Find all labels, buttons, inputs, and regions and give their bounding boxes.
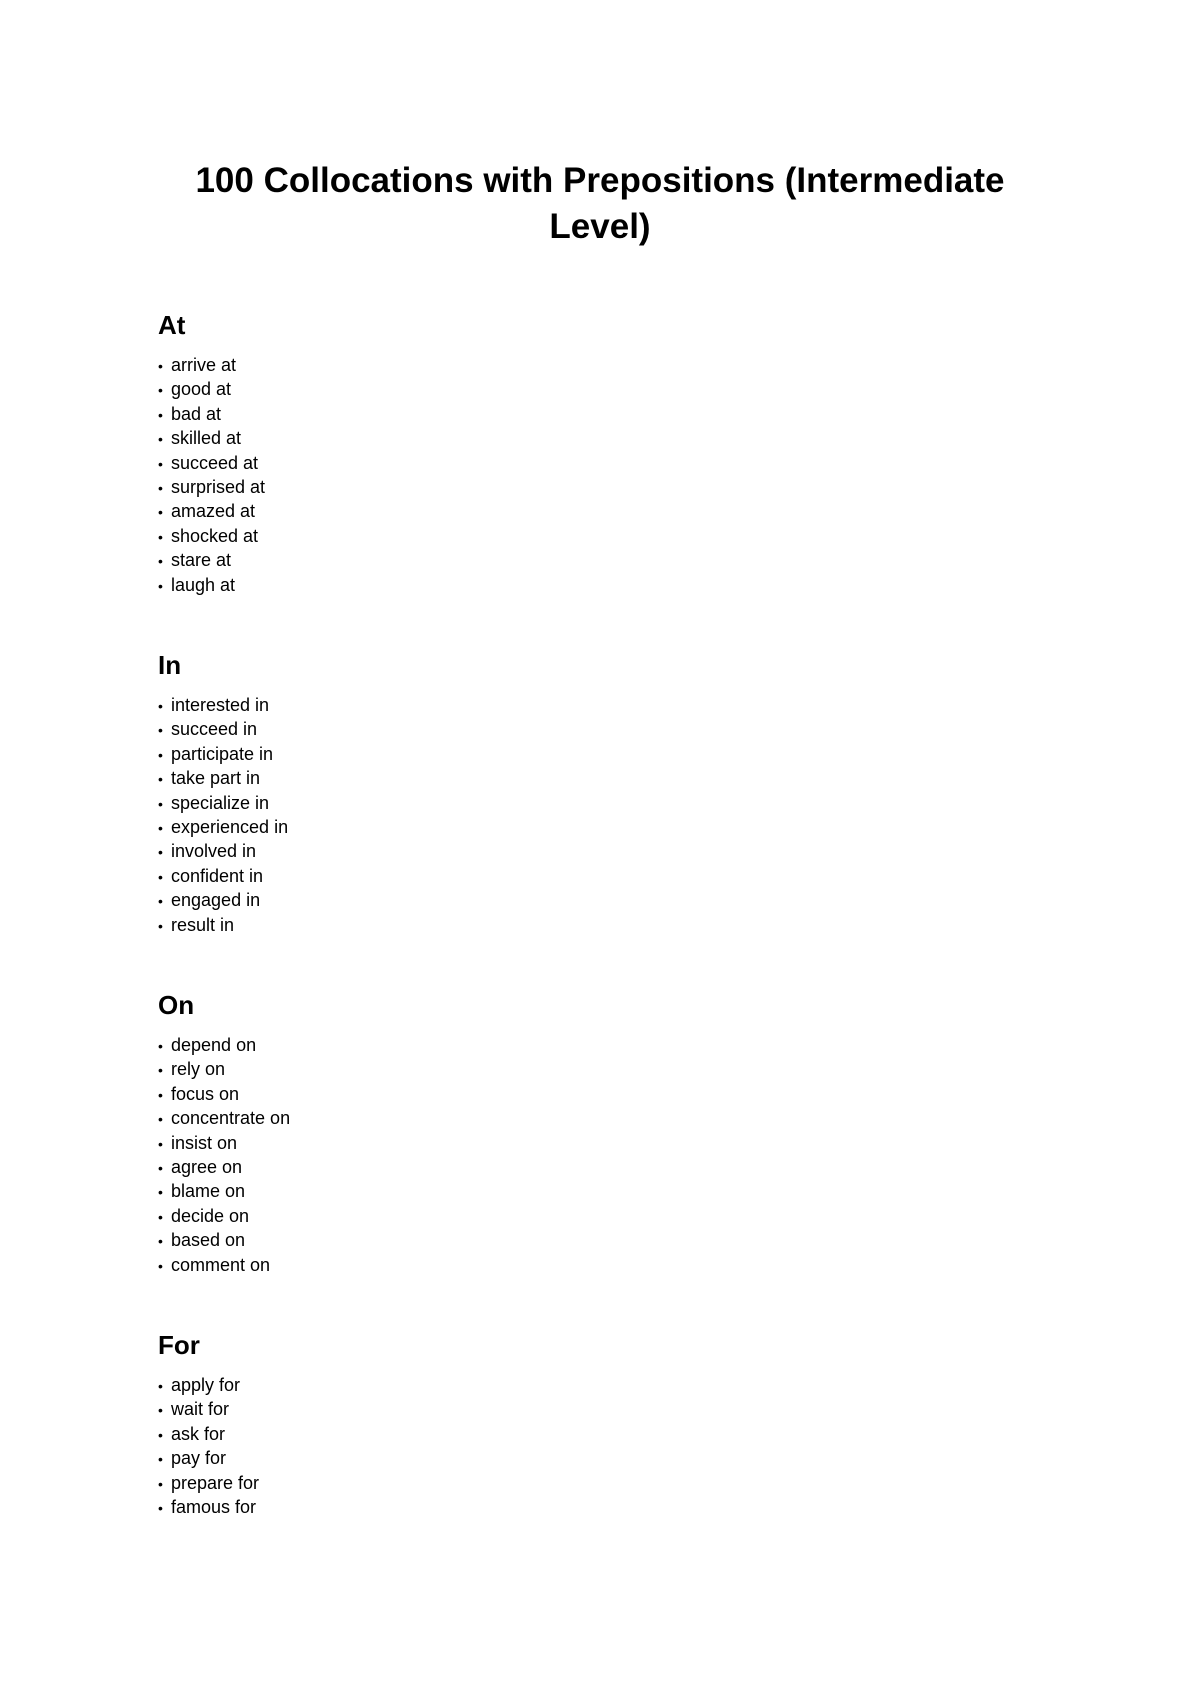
list-item-text: apply for xyxy=(171,1375,241,1395)
bullet-icon: • xyxy=(158,382,163,399)
list-item xyxy=(158,1471,259,1495)
list-item-text: skilled at xyxy=(171,428,242,449)
list-item xyxy=(158,451,265,475)
bullet-icon: • xyxy=(158,1208,163,1225)
list-item xyxy=(158,1495,259,1519)
section-on xyxy=(158,989,290,1277)
section-heading: In xyxy=(158,650,182,680)
bullet-icon: • xyxy=(158,1402,163,1419)
list-item xyxy=(158,791,288,815)
section-heading: On xyxy=(158,990,195,1020)
list-item-text: focus on xyxy=(171,1083,240,1104)
list-item xyxy=(158,475,265,499)
bullet-icon: • xyxy=(158,1257,163,1274)
bullet-icon: • xyxy=(158,577,163,594)
list-item-text: prepare for xyxy=(171,1472,260,1493)
list-item-text: shocked at xyxy=(171,525,259,546)
list-item-text: stare at xyxy=(171,550,232,571)
bullet-icon: • xyxy=(158,455,163,472)
section-heading: For xyxy=(158,1330,200,1360)
bullet-icon: • xyxy=(158,1499,163,1516)
list-item-text: pay for xyxy=(171,1448,227,1469)
bullet-icon: • xyxy=(158,819,163,836)
list-item-text: good at xyxy=(171,379,232,400)
list-item-text: concentrate on xyxy=(171,1108,291,1129)
list-item xyxy=(158,1422,259,1446)
list-item-text: confident in xyxy=(171,865,264,886)
section-at xyxy=(158,309,265,597)
section-in xyxy=(158,649,288,937)
list-item xyxy=(158,1082,290,1106)
list-item xyxy=(158,377,265,401)
collocation-list xyxy=(158,353,265,597)
bullet-icon: • xyxy=(158,893,163,910)
list-item xyxy=(158,742,288,766)
list-item xyxy=(158,573,265,597)
list-item xyxy=(158,1131,290,1155)
bullet-icon: • xyxy=(158,795,163,812)
list-item xyxy=(158,548,265,572)
bullet-icon: • xyxy=(158,1233,163,1250)
list-item xyxy=(158,426,265,450)
list-item xyxy=(158,839,288,863)
page-title: 100 Collocations with Prepositions (Intermediate Level) xyxy=(195,161,1005,246)
bullet-icon: • xyxy=(158,917,163,934)
list-item-text: interested in xyxy=(171,695,270,715)
section-for xyxy=(158,1329,259,1519)
list-item-text: succeed at xyxy=(171,452,259,473)
list-item-text: take part in xyxy=(171,768,261,789)
section-heading: At xyxy=(158,310,186,340)
list-item-text: wait for xyxy=(171,1399,230,1420)
list-item xyxy=(158,1179,290,1203)
bullet-icon: • xyxy=(158,1135,163,1152)
list-item xyxy=(158,693,288,717)
list-item xyxy=(158,1228,290,1252)
bullet-icon: • xyxy=(158,553,163,570)
bullet-icon: • xyxy=(158,504,163,521)
list-item xyxy=(158,1373,259,1397)
list-item-text: result in xyxy=(171,914,235,935)
bullet-icon: • xyxy=(158,1062,163,1079)
list-item xyxy=(158,499,265,523)
bullet-icon: • xyxy=(158,1111,163,1128)
bullet-icon: • xyxy=(158,1475,163,1492)
bullet-icon: • xyxy=(158,358,163,374)
list-item-text: participate in xyxy=(171,743,274,764)
bullet-icon: • xyxy=(158,1038,163,1054)
list-item xyxy=(158,1057,290,1081)
bullet-icon: • xyxy=(158,746,163,763)
list-item xyxy=(158,888,288,912)
bullet-icon: • xyxy=(158,1378,163,1394)
list-item xyxy=(158,524,265,548)
list-item-text: succeed in xyxy=(171,719,258,740)
list-item-text: bad at xyxy=(171,403,222,424)
list-item xyxy=(158,1446,259,1470)
bullet-icon: • xyxy=(158,722,163,739)
list-item-text: famous for xyxy=(171,1496,257,1517)
list-item xyxy=(158,1204,290,1228)
bullet-icon: • xyxy=(158,868,163,885)
list-item xyxy=(158,1033,290,1057)
list-item-text: arrive at xyxy=(171,355,237,375)
list-item-text: rely on xyxy=(171,1059,226,1080)
list-item xyxy=(158,1155,290,1179)
list-item-text: insist on xyxy=(171,1132,238,1153)
bullet-icon: • xyxy=(158,528,163,545)
bullet-icon: • xyxy=(158,1184,163,1201)
bullet-icon: • xyxy=(158,1086,163,1103)
list-item-text: agree on xyxy=(171,1156,243,1177)
list-item xyxy=(158,766,288,790)
list-item-text: comment on xyxy=(171,1254,271,1275)
collocation-list xyxy=(158,1373,259,1519)
bullet-icon: • xyxy=(158,1426,163,1443)
list-item-text: blame on xyxy=(171,1181,246,1202)
bullet-icon: • xyxy=(158,844,163,861)
collocation-list xyxy=(158,1033,290,1277)
bullet-icon: • xyxy=(158,1451,163,1468)
list-item xyxy=(158,913,288,937)
bullet-icon: • xyxy=(158,771,163,788)
list-item-text: specialize in xyxy=(171,792,270,813)
list-item xyxy=(158,1253,290,1277)
list-item xyxy=(158,353,265,377)
bullet-icon: • xyxy=(158,1159,163,1176)
collocation-list xyxy=(158,693,288,937)
list-item-text: decide on xyxy=(171,1205,250,1226)
list-item-text: depend on xyxy=(171,1035,257,1055)
list-item-text: engaged in xyxy=(171,890,261,911)
list-item xyxy=(158,717,288,741)
list-item-text: based on xyxy=(171,1230,246,1251)
list-item-text: amazed at xyxy=(171,501,256,522)
list-item xyxy=(158,402,265,426)
list-item xyxy=(158,1106,290,1130)
bullet-icon: • xyxy=(158,431,163,448)
list-item xyxy=(158,864,288,888)
list-item-text: laugh at xyxy=(171,574,236,595)
list-item-text: involved in xyxy=(171,841,257,862)
list-item xyxy=(158,1397,259,1421)
list-item xyxy=(158,815,288,839)
bullet-icon: • xyxy=(158,479,163,496)
list-item-text: experienced in xyxy=(171,816,289,837)
bullet-icon: • xyxy=(158,406,163,423)
list-item-text: surprised at xyxy=(171,476,266,497)
bullet-icon: • xyxy=(158,698,163,714)
list-item-text: ask for xyxy=(171,1423,226,1444)
